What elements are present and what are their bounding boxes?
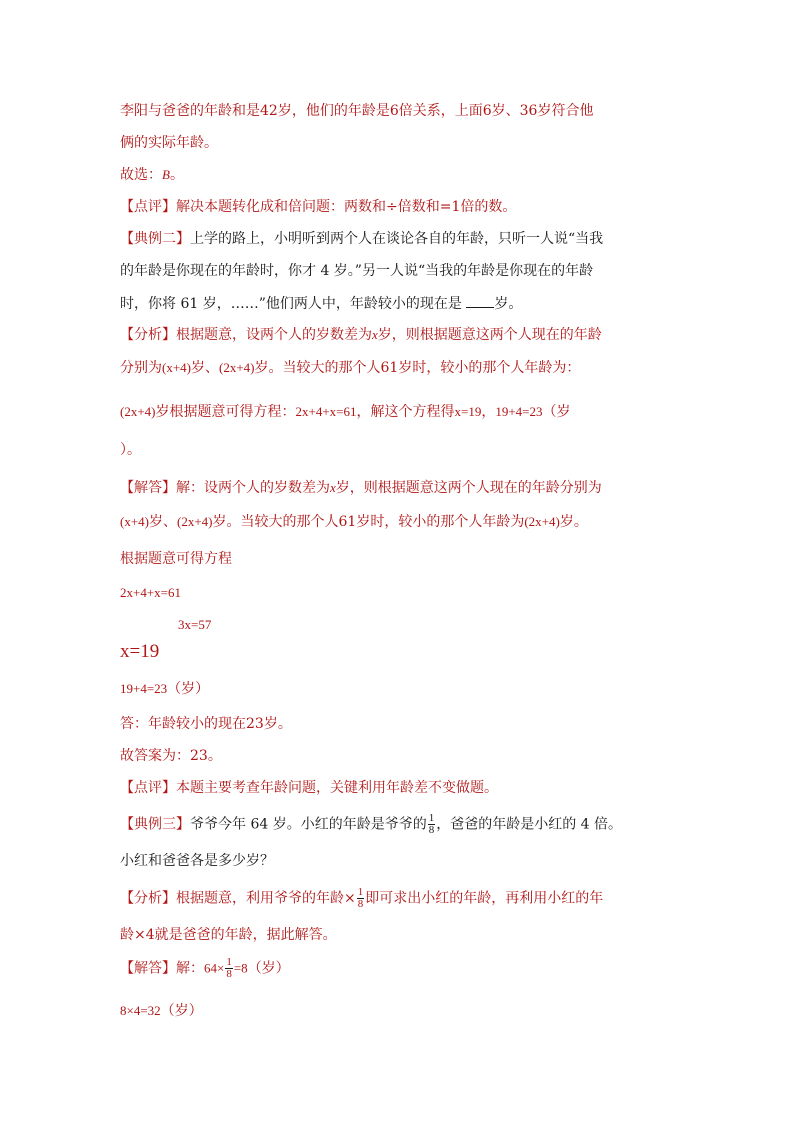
comment-1: 【点评】解决本题转化成和倍问题：两数和÷倍数和=1倍的数。 [120, 199, 517, 215]
equation-1: 2x+4+x=61 [120, 585, 181, 600]
answer-blank [466, 293, 494, 308]
analysis-2-line-1: 【分析】根据题意，设两个人的岁数差为x岁，则根据题意这两个人现在的年龄 [120, 327, 602, 343]
example-2-line-2: 的年龄是你现在的年龄时，你才 4 岁。”另一人说“当我的年龄是你现在的年龄 [120, 263, 594, 279]
line-1: 李阳与爸爸的年龄和是42岁，他们的年龄是6倍关系，上面6岁、36岁符合他 [120, 103, 594, 119]
example-2-line-3: 时，你将 61 岁，……”他们两人中，年龄较小的现在是 岁。 [120, 293, 522, 314]
final-answer-2: 故答案为：23。 [120, 748, 222, 764]
analysis-2-line-4: ）。 [120, 442, 141, 458]
solution-2-line-3: 根据题意可得方程 [120, 551, 232, 567]
line-2: 俩的实际年龄。 [120, 135, 218, 151]
solution-2-line-2: (x+4)岁、(2x+4)岁。当较大的那个人61岁时，较小的那个人年龄为(2x+4)岁。 [120, 514, 588, 530]
example-3-line-2: 小红和爸爸各是多少岁？ [120, 853, 274, 869]
analysis-2-line-3: (2x+4)岁根据题意可得方程：2x+4+x=61，解这个方程得x=19，19+4=23（岁 [120, 404, 571, 420]
analysis-2-line-2: 分别为(x+4)岁、(2x+4)岁。当较大的那个人61岁时，较小的那个人年龄为： [120, 360, 581, 376]
equation-3: x=19 [120, 641, 160, 662]
example-3-line-1: 【典例三】爷爷今年 64 岁。小红的年龄是爷爷的 $\frac{1}{8}$ ，爸爸的年龄是小红的 4 倍。 [120, 812, 623, 836]
equation-4: 19+4=23（岁） [120, 681, 210, 697]
solution-2-line-1: 【解答】解：设两个人的岁数差为x岁，则根据题意这两个人现在的年龄分别为 [120, 480, 602, 496]
solution-3-line-1: 【解答】解：64× $\frac{1}{8}$ =8（岁） [120, 956, 290, 980]
solution-3-line-2: 8×4=32（岁） [120, 1003, 203, 1019]
line-choice: 故选：B。 [120, 167, 184, 183]
fraction-one-eighth: $\frac{1}{8}$ [357, 886, 364, 910]
comment-2: 【点评】本题主要考查年龄问题，关键利用年龄差不变做题。 [120, 780, 498, 796]
example-2-line-1: 【典例二】上学的路上，小明听到两个人在谈论各自的年龄，只听一人说“当我 [120, 231, 604, 247]
fraction-one-eighth: $\frac{1}{8}$ [226, 956, 232, 980]
analysis-3-line-2: 龄×4就是爸爸的年龄，据此解答。 [120, 927, 337, 943]
equation-2: 3x=57 [178, 617, 212, 632]
analysis-3-line-1: 【分析】根据题意，利用爷爷的年龄× $\frac{1}{8}$ 即可求出小红的年龄，再利用小红的年 [120, 886, 604, 910]
answer-2: 答：年龄较小的现在23岁。 [120, 716, 292, 732]
fraction-one-eighth: $\frac{1}{8}$ [428, 812, 435, 836]
